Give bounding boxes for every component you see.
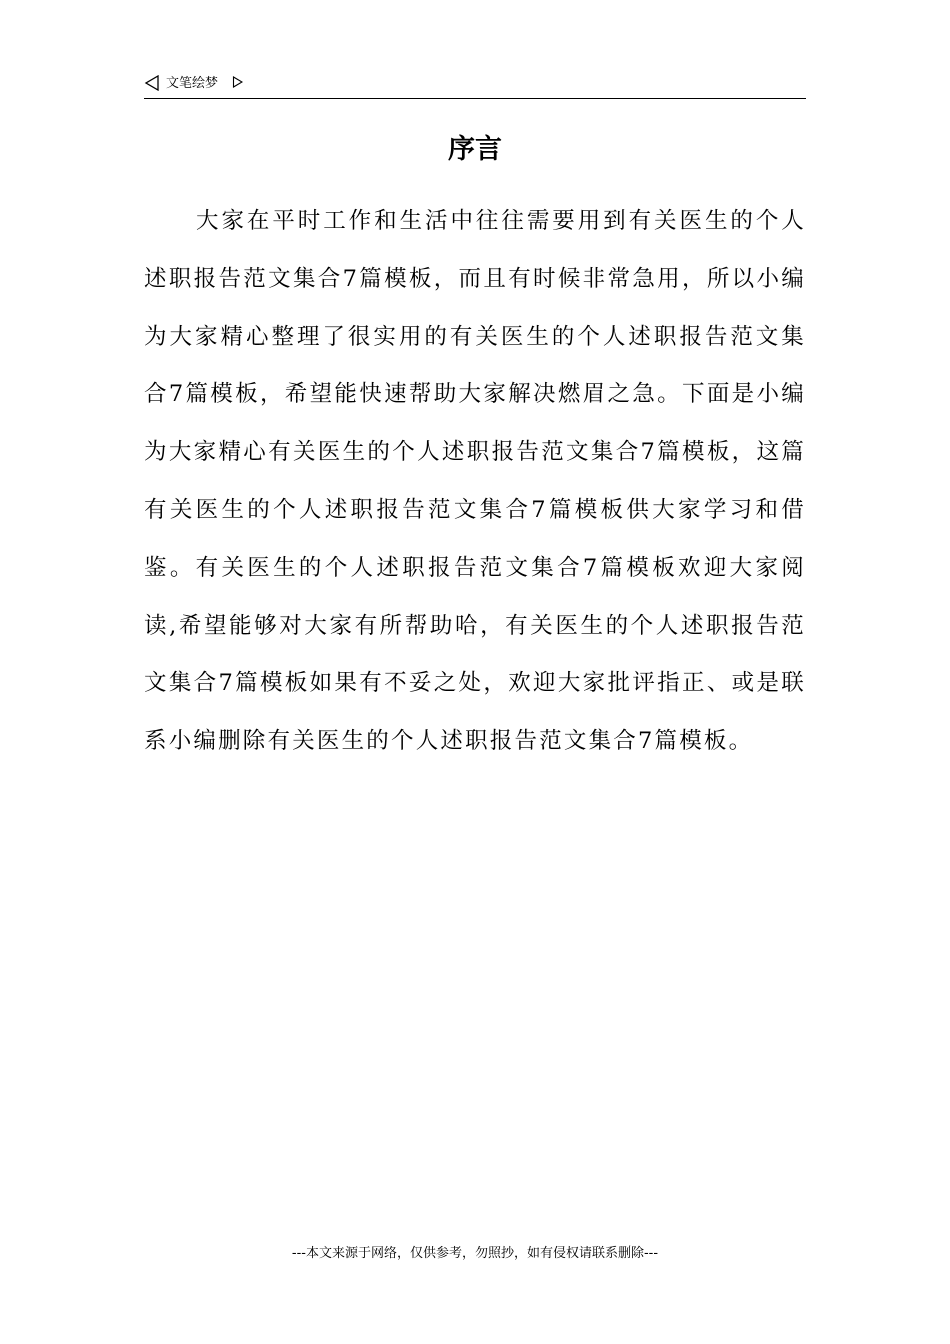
page-footer-disclaimer: ---本文来源于网络，仅供参考，勿照抄，如有侵权请联系删除---: [291, 1246, 659, 1261]
document-title: 序言: [448, 134, 502, 165]
header-label: 文笔绘梦: [166, 76, 219, 91]
triangle-left-outline-icon: [144, 75, 160, 91]
triangle-right-outline-icon: [232, 76, 243, 88]
page-header: [144, 72, 806, 99]
preface-paragraph: 大家在平时工作和生活中往往需要用到有关医生的个人述职报告范文集合7篇模板，而且有时候非常急用，所以小编为大家精心整理了很实用的有关医生的个人述职报告范文集合7篇模板，希望能快速帮助大家解决燃眉之急。下面是小编为大家精心有关医生的个人述职报告范文集合7篇模板，这篇有关医生的个人述职报告范文集合7篇模板供大家学习和借鉴。有关医生的个人述职报告范文集合7篇模板欢迎大家阅读,希望能够对大家有所帮助哈，有关医生的个人述职报告范文集合7篇模板如果有不妥之处，欢迎大家批评指正、或是联系小编删除有关医生的个人述职报告范文集合7篇模板。: [144, 208, 806, 755]
